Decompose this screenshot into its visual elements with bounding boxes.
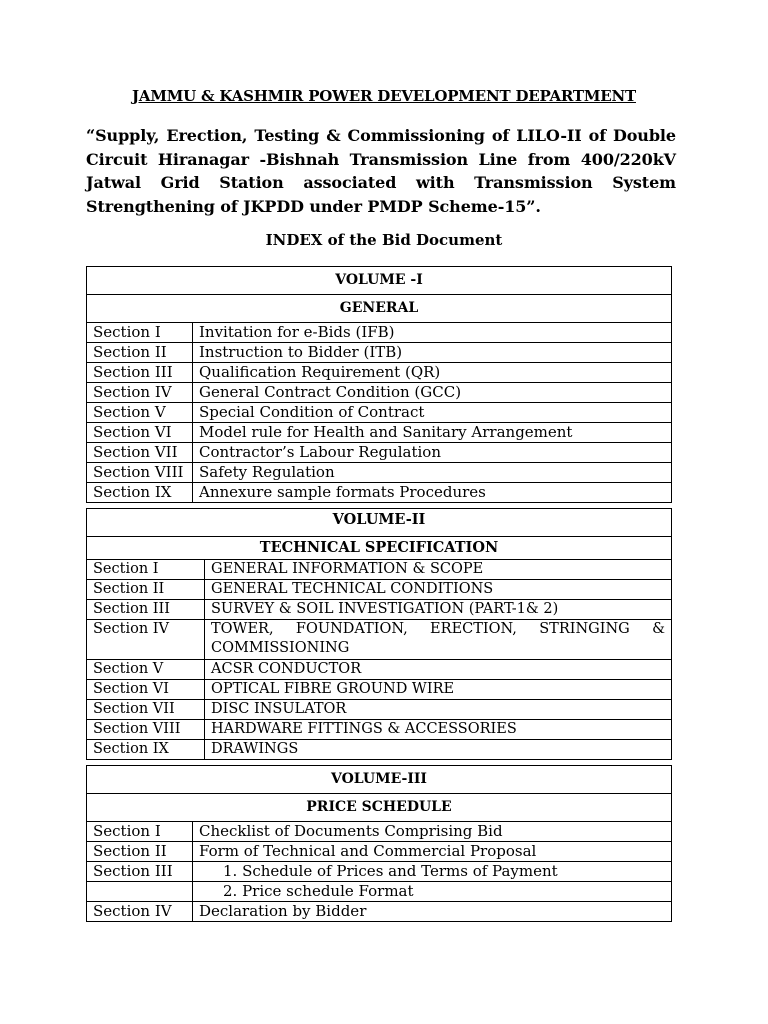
content-cell: 2. Price schedule Format <box>193 882 672 902</box>
table-row <box>87 383 672 403</box>
table-row <box>87 343 672 363</box>
table-row <box>87 822 672 842</box>
volume-3-subtitle: PRICE SCHEDULE <box>87 794 672 822</box>
volume-2-title: VOLUME-II <box>87 509 672 537</box>
section-cell: Section VII <box>87 700 205 720</box>
content-cell: TOWER, FOUNDATION, ERECTION, STRINGING & COMMISSIONING <box>205 620 672 660</box>
volume-1-table <box>86 266 672 503</box>
section-cell: Section I <box>87 323 193 343</box>
content-cell: Invitation for e-Bids (IFB) <box>193 323 672 343</box>
table-row <box>87 660 672 680</box>
section-cell: Section V <box>87 660 205 680</box>
content-cell: Instruction to Bidder (ITB) <box>193 343 672 363</box>
volume-2-subtitle: TECHNICAL SPECIFICATION <box>87 537 672 560</box>
table-row <box>87 862 672 882</box>
section-cell: Section IV <box>87 383 193 403</box>
content-cell: 1. Schedule of Prices and Terms of Payment <box>193 862 672 882</box>
content-cell: GENERAL TECHNICAL CONDITIONS <box>205 580 672 600</box>
document-header: JAMMU & KASHMIR POWER DEVELOPMENT DEPARTMENT <box>132 87 636 105</box>
table-row <box>87 443 672 463</box>
section-cell: Section IV <box>87 902 193 922</box>
content-cell: Contractor’s Labour Regulation <box>193 443 672 463</box>
section-cell: Section VII <box>87 443 193 463</box>
content-cell: SURVEY & SOIL INVESTIGATION (PART-1& 2) <box>205 600 672 620</box>
section-cell: Section VI <box>87 423 193 443</box>
table-row <box>87 560 672 580</box>
section-cell: Section IX <box>87 740 205 760</box>
table-row <box>87 600 672 620</box>
content-cell: DRAWINGS <box>205 740 672 760</box>
volume-2-table <box>86 508 672 760</box>
content-cell: Safety Regulation <box>193 463 672 483</box>
content-cell: Declaration by Bidder <box>193 902 672 922</box>
section-cell: Section III <box>87 363 193 383</box>
volume-1-subtitle: GENERAL <box>87 295 672 323</box>
table-row <box>87 842 672 862</box>
table-row <box>87 620 672 660</box>
section-cell: Section VIII <box>87 463 193 483</box>
content-cell: DISC INSULATOR <box>205 700 672 720</box>
content-cell: OPTICAL FIBRE GROUND WIRE <box>205 680 672 700</box>
content-cell: General Contract Condition (GCC) <box>193 383 672 403</box>
section-cell: Section II <box>87 580 205 600</box>
volume-3-table <box>86 765 672 922</box>
table-row <box>87 323 672 343</box>
volume-1-title: VOLUME -I <box>87 267 672 295</box>
section-cell: Section II <box>87 842 193 862</box>
table-row <box>87 902 672 922</box>
section-cell: Section I <box>87 822 193 842</box>
section-cell: Section III <box>87 600 205 620</box>
table-row <box>87 740 672 760</box>
volume-3-title: VOLUME-III <box>87 766 672 794</box>
content-cell: Model rule for Health and Sanitary Arrangement <box>193 423 672 443</box>
content-cell: HARDWARE FITTINGS & ACCESSORIES <box>205 720 672 740</box>
section-cell <box>87 882 193 902</box>
table-row <box>87 423 672 443</box>
section-cell: Section VI <box>87 680 205 700</box>
section-cell: Section V <box>87 403 193 423</box>
index-title: INDEX of the Bid Document <box>265 231 503 249</box>
content-cell: Qualification Requirement (QR) <box>193 363 672 383</box>
table-row <box>87 363 672 383</box>
table-row <box>87 882 672 902</box>
section-cell: Section II <box>87 343 193 363</box>
section-cell: Section III <box>87 862 193 882</box>
table-row <box>87 403 672 423</box>
table-row <box>87 463 672 483</box>
content-cell: Form of Technical and Commercial Proposal <box>193 842 672 862</box>
table-row <box>87 483 672 503</box>
table-row <box>87 580 672 600</box>
table-row <box>87 700 672 720</box>
content-cell: Special Condition of Contract <box>193 403 672 423</box>
table-row <box>87 680 672 700</box>
content-cell: GENERAL INFORMATION & SCOPE <box>205 560 672 580</box>
table-row <box>87 720 672 740</box>
content-cell: Annexure sample formats Procedures <box>193 483 672 503</box>
project-title: “Supply, Erection, Testing & Commissioning of LILO-II of Double Circuit Hiranagar -Bishnah Transmission Line from 400/220kV Jatwal Grid Station associated with Transmission System Strengthening of JKPDD under PMDP Scheme-15”. <box>86 126 676 216</box>
content-cell: ACSR CONDUCTOR <box>205 660 672 680</box>
section-cell: Section IX <box>87 483 193 503</box>
section-cell: Section I <box>87 560 205 580</box>
section-cell: Section IV <box>87 620 205 660</box>
section-cell: Section VIII <box>87 720 205 740</box>
content-cell: Checklist of Documents Comprising Bid <box>193 822 672 842</box>
